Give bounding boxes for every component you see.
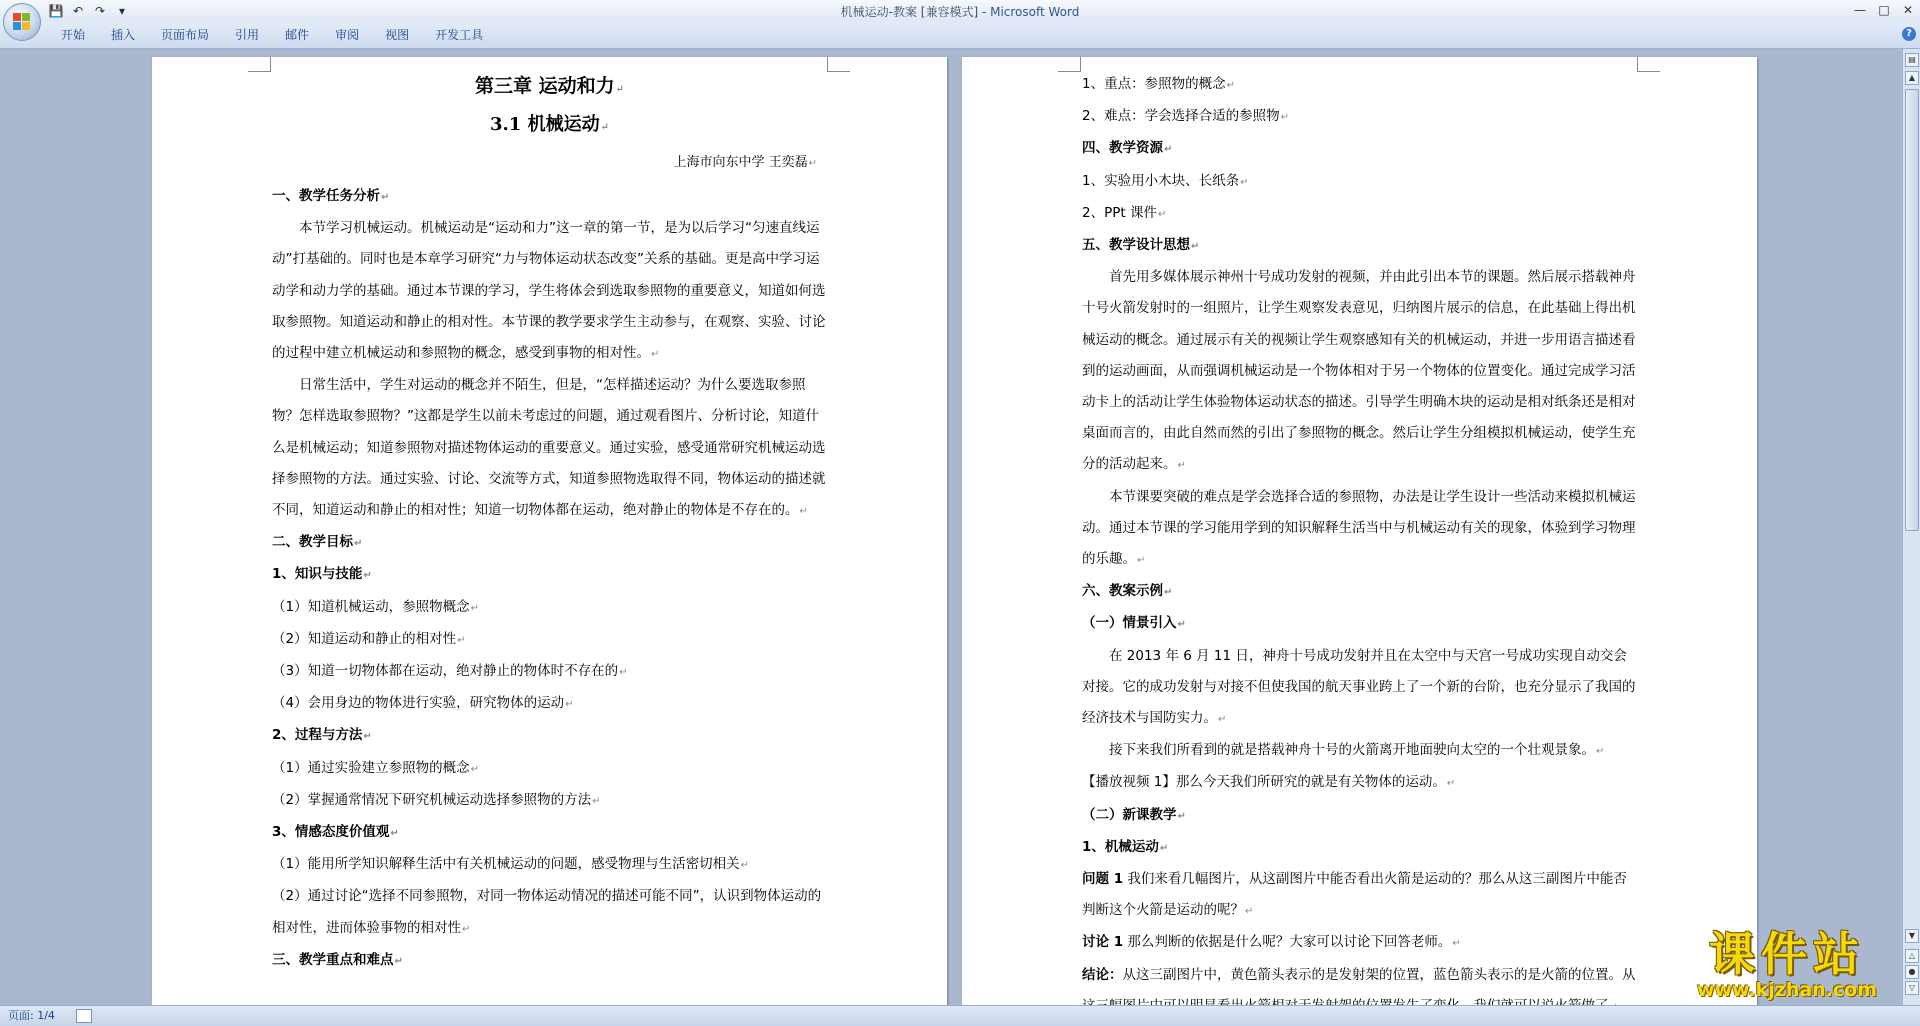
paragraph-mark-icon: ↵ xyxy=(1164,144,1173,156)
ribbon-tabs xyxy=(48,27,496,43)
body-paragraph xyxy=(272,688,827,720)
ribbon-tab[interactable]: 审阅 xyxy=(335,28,360,42)
heading-paragraph xyxy=(1082,576,1637,608)
watermark-url: www.kjzhan.com xyxy=(1696,979,1878,1001)
paragraph-text: 接下来我们所看到的就是搭载神舟十号的火箭离开地面驶向太空的一个壮观景象。 xyxy=(1109,742,1595,759)
heading-paragraph xyxy=(272,527,827,559)
heading-paragraph xyxy=(272,181,827,213)
previous-page-icon[interactable]: △ xyxy=(1905,949,1919,963)
paragraph-mark-icon: ↵ xyxy=(394,955,403,967)
paragraph-lead: 结论： xyxy=(1082,966,1123,983)
page-1-body xyxy=(272,69,827,977)
paragraph-text: 二、教学目标 xyxy=(272,534,353,551)
paragraph-text: 本节学习机械运动。机械运动是“运动和力”这一章的第一节，是为以后学习“匀速直线运动”打基础的。同时也是本章学习研究“力与物体运动状态改变”关系的基础。更是高中学习运动学和动力学的基础。通过本节课的学习，学生将体会到选取参照物的重要意义，知道如何选取参照物。知道运动和静止的相对性。本节课的教学要求学生主动参与，在观察、实验、讨论的过程中建立机械运动和参照物的概念，感受到事物的相对性。 xyxy=(272,220,826,362)
body-paragraph xyxy=(272,213,827,370)
paragraph-mark-icon: ↵ xyxy=(363,570,372,582)
paragraph-mark-icon: ↵ xyxy=(1137,555,1146,567)
crop-mark xyxy=(1637,57,1660,72)
help-icon[interactable]: ? xyxy=(1902,27,1916,41)
paragraph-lead: 问题 1 xyxy=(1082,871,1124,888)
heading-paragraph xyxy=(272,817,827,849)
body-paragraph xyxy=(272,849,827,881)
paragraph-mark-icon: ↵ xyxy=(1245,906,1254,918)
paragraph-text: 首先用多媒体展示神州十号成功发射的视频，并由此引出本节的课题。然后展示搭载神舟十号火箭发射时的一组照片，让学生观察发表意见，归纳图片展示的信息，在此基础上得出机械运动的概念。通过展示有关的视频让学生观察感知有关的机械运动，并进一步用语言描述看到的运动画面，从而强调机械运动是一个物体相对于另一个物体的位置变化。通过完成学习活动卡上的活动让学生体验物体运动状态的描述。引导学生明确木块的运动是相对纸条还是相对桌面而言的，由此自然而然的引出了参照物的概念。然后让学生分组模拟机械运动，使学生充分的活动起来。 xyxy=(1082,269,1636,473)
vertical-scrollbar[interactable] xyxy=(1902,49,1920,1005)
paragraph-text: 【播放视频 1】那么今天我们所研究的就是有关物体的运动。 xyxy=(1082,774,1446,791)
body-paragraph xyxy=(1082,767,1637,799)
body-paragraph xyxy=(1082,69,1637,101)
paragraph-text: （4）会用身边的物体进行实验，研究物体的运动 xyxy=(272,695,565,712)
undo-icon[interactable]: ↶ xyxy=(72,4,84,18)
ribbon-tab[interactable]: 邮件 xyxy=(285,28,310,42)
redo-icon[interactable]: ↷ xyxy=(94,4,106,18)
paragraph-mark-icon: ↵ xyxy=(619,667,628,679)
office-logo-icon xyxy=(13,13,31,31)
paragraph-text: （3）知道一切物体都在运动，绝对静止的物体时不存在的 xyxy=(272,663,619,680)
body-paragraph xyxy=(272,881,827,944)
close-icon[interactable]: ✕ xyxy=(1902,3,1914,17)
ribbon-tab[interactable]: 开发工具 xyxy=(435,28,484,42)
paragraph-text: 日常生活中，学生对运动的概念并不陌生，但是，“怎样描述运动？为什么要选取参照物？怎样选取参照物？”这都是学生以前未考虑过的问题，通过观看图片、分析讨论，知道什么是机械运动；知道参照物对描述物体运动的重要意义。通过实验，感受通常研究机械运动选择参照物的方法。通过实验、讨论、交流等方式，知道参照物选取得不同，物体运动的描述就不同，知道运动和静止的相对性；知道一切物体都在运动，绝对静止的物体是不存在的。 xyxy=(272,377,826,519)
paragraph-text: 一、教学任务分析 xyxy=(272,188,380,204)
ribbon-tab[interactable]: 开始 xyxy=(61,28,86,42)
paragraph-text: （2）知道运动和静止的相对性 xyxy=(272,630,457,647)
paragraph-mark-icon: ↵ xyxy=(381,192,390,203)
paragraph-mark-icon: ↵ xyxy=(565,699,574,711)
status-bar xyxy=(0,1005,1920,1026)
window-title xyxy=(0,3,1920,20)
body-paragraph xyxy=(272,656,827,688)
paragraph-text: 2、PPt 课件 xyxy=(1082,204,1157,221)
paragraph-text: （1）知道机械运动，参照物概念 xyxy=(272,598,470,615)
document-page-1[interactable] xyxy=(152,57,947,1017)
document-page-2[interactable] xyxy=(962,57,1757,1017)
paragraph-mark-icon: ↵ xyxy=(592,795,601,807)
paragraph-text: 我们来看几幅图片，从这副图片中能否看出火箭是运动的？那么从这三副图片中能否判断这个火箭是运动的呢？ xyxy=(1082,871,1627,919)
heading-paragraph xyxy=(1082,800,1637,832)
section-title: 3.1 机械运动↵ xyxy=(490,114,609,135)
scroll-up-icon[interactable]: ▲ xyxy=(1905,71,1919,85)
heading-paragraph xyxy=(272,720,827,752)
minimize-icon[interactable]: — xyxy=(1854,3,1866,17)
crop-mark xyxy=(248,57,271,72)
paragraph-text: 1、机械运动 xyxy=(1082,838,1159,855)
heading-paragraph xyxy=(272,559,827,591)
window-controls xyxy=(1848,0,1920,20)
page-2-paragraphs xyxy=(1082,69,1637,1023)
paragraph-mark-icon: ↵ xyxy=(1240,176,1249,188)
body-paragraph xyxy=(272,592,827,624)
page-count[interactable]: 页面: 1/4 xyxy=(8,1009,55,1022)
body-paragraph xyxy=(1082,101,1637,133)
customize-toolbar-icon[interactable]: ▾ xyxy=(118,4,126,18)
save-icon[interactable]: 💾 xyxy=(48,4,64,18)
paragraph-mark-icon: ↵ xyxy=(363,731,372,743)
paragraph-mark-icon: ↵ xyxy=(1177,810,1186,822)
paragraph-text: （1）能用所学知识解释生活中有关机械运动的问题，感受物理与生活密切相关 xyxy=(272,856,740,873)
paragraph-lead: 讨论 1 xyxy=(1082,934,1124,951)
crop-mark xyxy=(1058,57,1081,72)
document-title: 机械运动-教案 [兼容模式] - xyxy=(840,5,991,19)
heading-paragraph xyxy=(1082,230,1637,262)
ribbon-tab[interactable]: 插入 xyxy=(111,28,136,42)
author-line: 上海市向东中学 王奕磊↵ xyxy=(673,155,817,170)
body-paragraph xyxy=(272,753,827,785)
paragraph-text: 六、教案示例 xyxy=(1082,583,1163,600)
office-button[interactable] xyxy=(3,3,41,41)
paragraph-mark-icon: ↵ xyxy=(1157,208,1167,220)
title-bar xyxy=(0,0,1920,22)
paragraph-mark-icon: ↵ xyxy=(470,602,479,614)
paragraph-text: 四、教学资源 xyxy=(1082,140,1163,157)
document-workspace xyxy=(0,49,1903,1005)
ribbon-tab[interactable]: 引用 xyxy=(235,28,260,42)
heading-paragraph xyxy=(1082,832,1637,864)
paragraph-mark-icon: ↵ xyxy=(1191,241,1200,253)
paragraph-mark-icon: ↵ xyxy=(740,860,749,872)
heading-paragraph xyxy=(272,945,827,977)
paragraph-mark-icon: ↵ xyxy=(1177,460,1186,472)
paragraph-text: 1、知识与技能 xyxy=(272,566,363,583)
paragraph-mark-icon: ↵ xyxy=(354,538,363,550)
paragraph-text: 五、教学设计思想 xyxy=(1082,237,1190,254)
body-paragraph xyxy=(1082,166,1637,198)
paragraph-text: （一）情景引入 xyxy=(1082,615,1177,632)
body-paragraph xyxy=(272,624,827,656)
paragraph-mark-icon: ↵ xyxy=(390,828,399,840)
paragraph-mark-icon: ↵ xyxy=(462,923,471,935)
body-paragraph xyxy=(1082,262,1637,481)
watermark-text: 课件站 xyxy=(1709,927,1865,981)
scrollbar-thumb[interactable] xyxy=(1905,89,1919,531)
paragraph-text: 3、情感态度价值观 xyxy=(272,824,390,841)
paragraph-text: （1）通过实验建立参照物的概念 xyxy=(272,759,470,776)
paragraph-text: 在 2013 年 6 月 11 日，神舟十号成功发射并且在太空中与天宫一号成功实现自动交会对接。它的成功发射与对接不但使我国的航天事业跨上了一个新的台阶，也充分显示了我国的经济技术与国防实力。 xyxy=(1082,647,1636,727)
paragraph-text: 1、实验用小木块、长纸条 xyxy=(1082,172,1240,189)
crop-mark xyxy=(827,57,850,72)
paragraph-text: （二）新课教学 xyxy=(1082,806,1177,823)
paragraph-mark-icon: ↵ xyxy=(1164,587,1173,599)
paragraph-text: 2、过程与方法 xyxy=(272,727,363,744)
paragraph-mark-icon: ↵ xyxy=(1159,842,1169,854)
select-browse-object-icon[interactable]: ● xyxy=(1905,965,1919,979)
body-paragraph xyxy=(1082,927,1637,959)
body-paragraph xyxy=(272,370,827,527)
paragraph-text: （2）通过讨论“选择不同参照物，对同一物体运动情况的描述可能不同”，认识到物体运动的相对性，进而体验事物的相对性 xyxy=(272,888,822,936)
paragraph-text: 1、重点：参照物的概念 xyxy=(1082,76,1226,92)
paragraph-mark-icon: ↵ xyxy=(1218,714,1227,726)
chapter-title: 第三章 运动和力↵ xyxy=(474,75,624,97)
paragraph-mark-icon: ↵ xyxy=(1226,80,1235,91)
body-paragraph xyxy=(1082,735,1637,767)
paragraph-mark-icon: ↵ xyxy=(799,506,808,518)
paragraph-mark-icon: ↵ xyxy=(470,763,479,775)
page-2-body xyxy=(1082,69,1637,1023)
body-paragraph xyxy=(1082,198,1637,230)
watermark-logo xyxy=(1672,929,1902,999)
app-name: Microsoft Word xyxy=(990,5,1080,19)
paragraph-mark-icon: ↵ xyxy=(651,349,660,361)
ribbon-tab[interactable]: 视图 xyxy=(385,28,410,42)
paragraph-text: 2、难点：学会选择合适的参照物 xyxy=(1082,108,1280,125)
body-paragraph xyxy=(1082,482,1637,577)
page-1-paragraphs xyxy=(272,181,827,977)
body-paragraph xyxy=(1082,641,1637,736)
paragraph-mark-icon: ↵ xyxy=(1280,112,1289,124)
paragraph-mark-icon: ↵ xyxy=(1452,938,1461,950)
paragraph-text: 从这三副图片中，黄色箭头表示的是发射架的位置，蓝色箭头表示的是火箭的位置。从 xyxy=(1122,966,1636,983)
body-paragraph xyxy=(1082,864,1637,927)
ribbon-tab-bar xyxy=(0,22,1920,49)
ribbon-tab[interactable]: 页面布局 xyxy=(161,28,210,42)
maximize-icon[interactable]: □ xyxy=(1878,3,1890,17)
ruler-toggle-icon[interactable]: ▤ xyxy=(1905,53,1919,67)
paragraph-mark-icon: ↵ xyxy=(1446,778,1456,790)
body-paragraph xyxy=(272,785,827,817)
next-page-icon[interactable]: ▽ xyxy=(1905,981,1919,995)
heading-paragraph xyxy=(1082,608,1637,640)
paragraph-text: 那么判断的依据是什么呢？大家可以讨论下回答老师。 xyxy=(1123,934,1452,951)
paragraph-mark-icon: ↵ xyxy=(1596,746,1605,758)
proofing-icon[interactable] xyxy=(76,1009,92,1023)
heading-paragraph xyxy=(1082,133,1637,165)
paragraph-text: 三、教学重点和难点 xyxy=(272,951,394,968)
scroll-down-icon[interactable]: ▼ xyxy=(1905,929,1919,943)
paragraph-mark-icon: ↵ xyxy=(1177,619,1186,631)
paragraph-text: （2）掌握通常情况下研究机械运动选择参照物的方法 xyxy=(272,791,592,808)
paragraph-mark-icon: ↵ xyxy=(457,634,466,646)
paragraph-text: 本节课要突破的难点是学会选择合适的参照物，办法是让学生设计一些活动来模拟机械运动。通过本节课的学习能用学到的知识解释生活当中与机械运动有关的现象，体验到学习物理的乐趣。 xyxy=(1082,488,1636,568)
